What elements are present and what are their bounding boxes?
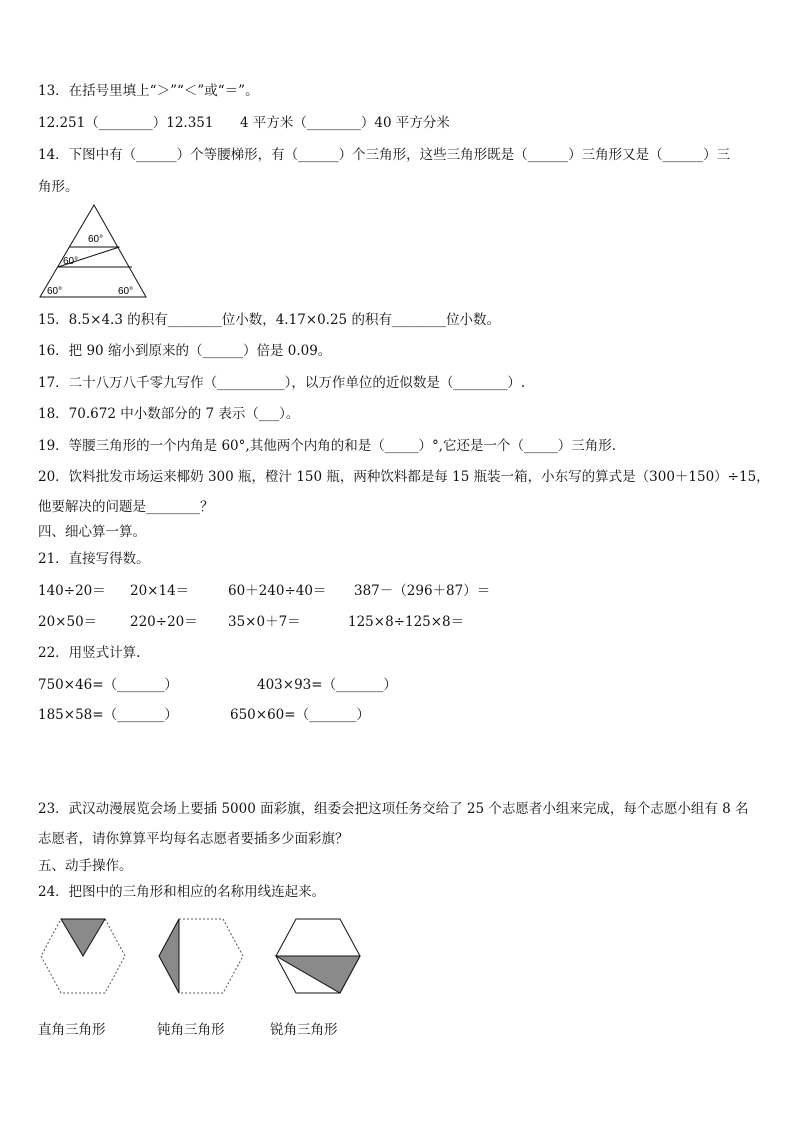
q19: 19．等腰三角形的一个内角是 60°,其他两个内角的和是（_____）°,它还是一个（_____）三角形. [38, 438, 617, 454]
q21-item: 125×8÷125×8＝ [348, 614, 465, 630]
q21-item: 220÷20＝ [130, 614, 198, 630]
q14-line1: 14．下图中有（______）个等腰梯形，有（______）个三角形，这些三角形既是（______）三角形又是（______）三 [38, 147, 731, 163]
q22-item: 750×46=（_______） [38, 677, 178, 693]
angle-label-1: 60° [88, 234, 104, 245]
q21-stem: 21．直接写得数。 [38, 551, 150, 567]
q21-item: 60＋240÷40＝ [228, 583, 327, 599]
section-4-heading: 四、细心算一算。 [38, 524, 146, 540]
label-right-triangle: 直角三角形 [38, 1022, 106, 1038]
q24-stem: 24．把图中的三角形和相应的名称用线连起来。 [38, 884, 326, 900]
hexagon-figure-3 [275, 918, 361, 994]
q21-item: 20×14＝ [130, 583, 190, 599]
q20-line1: 20．饮料批发市场运来椰奶 300 瓶，橙汁 150 瓶，两种饮料都是每 15 瓶装一箱，小东写的算式是（300＋150）÷15， [38, 469, 770, 485]
q21-item: 35×0＋7＝ [228, 614, 301, 630]
q18: 18．70.672 中小数部分的 7 表示（___）。 [38, 406, 300, 422]
q14-triangle-figure [38, 203, 150, 299]
q14-line2: 角形。 [38, 179, 79, 195]
shaded-triangle [61, 919, 105, 956]
shaded-triangle [276, 956, 360, 993]
q15: 15．8.5×4.3 的积有________位小数，4.17×0.25 的积有________位小数。 [38, 312, 500, 328]
hexagon-figure-2 [158, 918, 244, 994]
q13-compare-a: 12.251（________）12.351 [38, 115, 214, 131]
label-obtuse-triangle: 钝角三角形 [157, 1022, 225, 1038]
q21-item: 140÷20＝ [38, 583, 106, 599]
angle-label-3: 60° [47, 286, 63, 297]
q16: 16．把 90 缩小到原来的（______）倍是 0.09。 [38, 343, 332, 359]
q22-item: 650×60=（_______） [230, 707, 370, 723]
angle-label-2: 60° [63, 256, 79, 267]
shaded-triangle [159, 919, 179, 993]
q21-item: 387－（296＋87）＝ [354, 583, 491, 599]
q22-item: 185×58=（_______） [38, 707, 178, 723]
outer-triangle [40, 205, 146, 297]
hexagon-figure-1 [40, 918, 126, 994]
q23-line2: 志愿者，请你算算平均每名志愿者要插多少面彩旗？ [38, 831, 349, 847]
q13-stem: 13．在括号里填上“＞”“＜”或“＝”。 [38, 83, 259, 99]
q22-item: 403×93=（_______） [257, 677, 397, 693]
q20-line2: 他要解决的问题是________？ [38, 499, 214, 515]
label-acute-triangle: 锐角三角形 [270, 1022, 338, 1038]
q21-item: 20×50＝ [38, 614, 98, 630]
q22-stem: 22．用竖式计算. [38, 645, 141, 661]
q13-compare-b: 4 平方米（________）40 平方分米 [240, 115, 450, 131]
q23-line1: 23．武汉动漫展览会场上要插 5000 面彩旗，组委会把这项任务交给了 25 个志愿者小组来完成，每个志愿小组有 8 名 [38, 801, 749, 817]
angle-label-4: 60° [118, 286, 134, 297]
section-5-heading: 五、动手操作。 [38, 858, 133, 874]
q17: 17．二十八万八千零九写作（__________），以万作单位的近似数是（________）. [38, 375, 526, 391]
